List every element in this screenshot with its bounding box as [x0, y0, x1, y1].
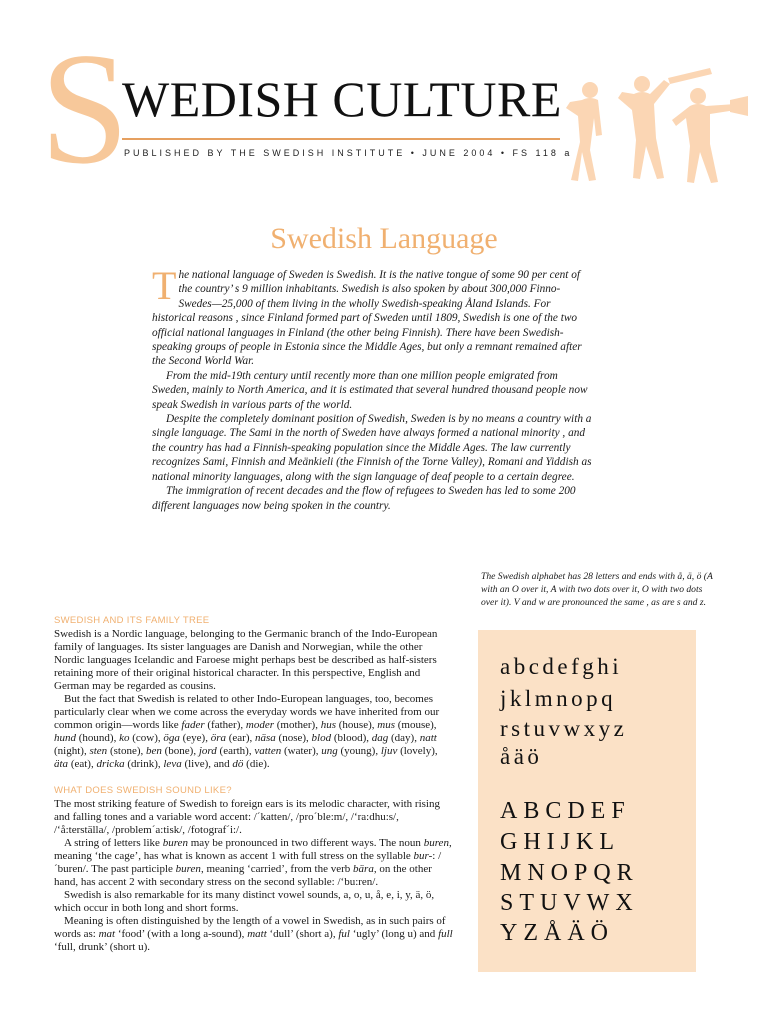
- alphabet-upper-row: YZÅÄÖ: [500, 920, 614, 946]
- example-word: matt: [247, 928, 267, 940]
- cognate-word: natt: [419, 732, 437, 744]
- cognate-word: ben: [145, 745, 162, 757]
- family-tree-paragraph-1: Swedish is a Nordic language, belonging to the Germanic branch of the Indo-European family of languages. Its sister languages are Danish and Norwegian, while the other Nordic languages Icelandic and Faroese might perhaps best be described as half-sisters retaining more of their original historical character. In this perspective, English and German may be regarded as cousins.: [54, 628, 438, 692]
- alphabet-upper-row: MNOPQR: [500, 860, 639, 886]
- cognate-word: fader: [181, 719, 205, 731]
- alphabet-box: [478, 630, 696, 972]
- cognate-word: dö: [232, 758, 244, 770]
- intro-text: [152, 263, 592, 513]
- cognate-gloss: (earth),: [216, 745, 255, 757]
- example-word: buren: [162, 837, 188, 849]
- sound-paragraph-2: A string of letters like buren may be pronounced in two different ways. The noun buren, meaning ‘the cage’, has what is known as accent 1 with full stress on the syllable bur-: /´buren/. The past participle buren, meaning ‘carried’, from the verb bära, on the other hand, has accent 2 with secondary stress on the second syllable: /‘bu:ren/.: [54, 837, 452, 888]
- intro-paragraph-3: Despite the completely dominant position of Swedish, Sweden is by no means a country with a single language. The Sami in the north of Sweden have always formed a national minority , and the country has had a Finnish-speaking population since the Middle Ages. The law currently recognizes Sami, Finnish and Meänkieli (the Finnish of the Torne Valley), Romani and Yiddish as national minority languages, along with the sign language of deaf people to a certain degree.: [152, 413, 592, 483]
- cognate-gloss: (stone),: [107, 745, 146, 757]
- cognate-gloss: (ear),: [226, 732, 256, 744]
- cognate-word: ung: [321, 745, 338, 757]
- sound-paragraph-3: Swedish is also remarkable for its many distinct vowel sounds, a, o, u, å, e, i, y, ä, ö, which occur in both long and short forms.: [54, 889, 435, 914]
- intro-paragraph-2: From the mid-19th century until recently more than one million people emigrated from Sweden, mainly to North America, and it is estimated that several hundred thousand people now speak Swedish in various parts of the world.: [152, 369, 588, 411]
- sound-paragraph-1: The most striking feature of Swedish to foreign ears is its melodic character, with rising and falling tones and a variable word accent: /´katten/, /pro´ble:m/, /‘ra:dhu:s/, /‘å:terställa/, /problem´a:tisk/, /fotograf´i:/.: [54, 798, 440, 836]
- sound-paragraph-4: Meaning is often distinguished by the length of a vowel in Swedish, as in such pairs of words as: mat ‘food’ (with a long a-sound), matt ‘dull’ (short a), ful ‘ugly’ (long u) and full ‘full, drunk’ (short u).: [54, 915, 453, 953]
- cognate-gloss: (eat),: [68, 758, 97, 770]
- cognate-gloss: (mother),: [273, 719, 321, 731]
- alphabet-lower-row: jklmnopq: [500, 686, 617, 711]
- cognate-word: hus: [320, 719, 336, 731]
- example-word: full: [438, 928, 453, 940]
- masthead-subtitle: PUBLISHED BY THE SWEDISH INSTITUTE • JUNE 2004 • FS 118 a: [124, 148, 573, 158]
- cognate-gloss: (die).: [243, 758, 270, 770]
- family-tree-paragraph-2-text: But the fact that Swedish is related to other Indo-European languages, too, becomes particularly clear when we come across the everyday words we have inherited from our common origin—words like: [54, 693, 440, 731]
- masthead-rule: [122, 138, 560, 140]
- example-word: bära: [353, 863, 374, 875]
- dancers-illustration-icon: [560, 60, 750, 190]
- section-heading-sound: WHAT DOES SWEDISH SOUND LIKE?: [54, 785, 232, 796]
- masthead-title: WEDISH CULTURE: [122, 71, 562, 127]
- cognate-gloss: (day),: [388, 732, 420, 744]
- cognate-gloss: (drink),: [124, 758, 164, 770]
- masthead-initial: S: [40, 19, 129, 197]
- cognate-word: öra: [210, 732, 226, 744]
- drop-cap: T: [152, 263, 177, 308]
- cognate-gloss: (blood),: [331, 732, 372, 744]
- cognate-word: blod: [311, 732, 332, 744]
- family-tree-paragraph-2: [54, 693, 454, 771]
- cognate-gloss: (bone),: [161, 745, 199, 757]
- cognate-word: sten: [89, 745, 108, 757]
- cognate-gloss: (eye),: [179, 732, 211, 744]
- cognate-word: näsa: [255, 732, 276, 744]
- example-word: buren: [175, 863, 201, 875]
- cognate-gloss: (house),: [336, 719, 378, 731]
- alphabet-upper-row: STUVWX: [500, 890, 639, 916]
- cognate-gloss: (water),: [281, 745, 322, 757]
- cognate-word: hund: [54, 732, 76, 744]
- article-title: Swedish Language: [270, 222, 498, 255]
- alphabet-lower-row: abcdefghi: [500, 654, 623, 679]
- alphabet-lower-row: rstuvwxyz: [500, 716, 628, 741]
- intro-paragraph-4: The immigration of recent decades and the flow of refugees to Sweden has led to some 200 different languages now being spoken in the country.: [152, 485, 576, 512]
- cognate-word: ko: [119, 732, 130, 744]
- intro-paragraph-1-text: he national language of Sweden is Swedish. It is the native tongue of some 90 per cent of the country’ s 9 million inhabitants. Swedish is also spoken by about 300,000 Finno-Swedes—25,000 of them living in the wholly Swedish-speaking Åland Islands. For historical reasons , since Finland formed part of Sweden until 1809, Swedish is one of the two official national languages in Finland (the other being Finnish). There have been Swedish-speaking groups of people in Estonia since the Middle Ages, but only a remnant remained after the Second World War.: [152, 269, 582, 368]
- section-heading-family-tree: SWEDISH AND ITS FAMILY TREE: [54, 615, 210, 626]
- example-word: mat: [98, 928, 116, 940]
- alphabet-lower-row: åäö: [500, 744, 543, 769]
- example-word: bur-: [413, 850, 433, 862]
- intro-paragraph-1: [152, 263, 592, 369]
- cognate-gloss: (cow),: [129, 732, 164, 744]
- cognate-gloss: (father),: [204, 719, 246, 731]
- cognate-word: moder: [245, 719, 274, 731]
- cognate-word: ljuv: [380, 745, 398, 757]
- cognate-gloss: (young),: [337, 745, 381, 757]
- alphabet-upper-row: GHIJKL: [500, 829, 620, 855]
- cognate-word: jord: [198, 745, 217, 757]
- cognate-gloss: (hound),: [76, 732, 120, 744]
- cognate-gloss: (live), and: [181, 758, 233, 770]
- alphabet-caption: The Swedish alphabet has 28 letters and ends with å, ä, ö (A with an O over it, A with two dots over it, O with two dots over it). V and w are pronounced the same , as are s and z.: [481, 571, 713, 608]
- cognate-word: äta: [54, 758, 69, 770]
- cognate-gloss: (mouse),: [394, 719, 437, 731]
- example-word: buren: [423, 837, 449, 849]
- cognate-gloss: (night),: [54, 745, 90, 757]
- cognate-word: öga: [163, 732, 180, 744]
- example-word: ful: [338, 928, 350, 940]
- cognate-word: dag: [371, 732, 389, 744]
- cognate-gloss: (nose),: [275, 732, 312, 744]
- cognate-word: dricka: [96, 758, 125, 770]
- cognate-word: leva: [163, 758, 182, 770]
- left-column: [54, 614, 454, 954]
- alphabet-upper-row: ABCDEF: [500, 798, 631, 824]
- cognate-word: vatten: [254, 745, 282, 757]
- cognate-gloss: (lovely),: [397, 745, 438, 757]
- cognate-word: mus: [377, 719, 395, 731]
